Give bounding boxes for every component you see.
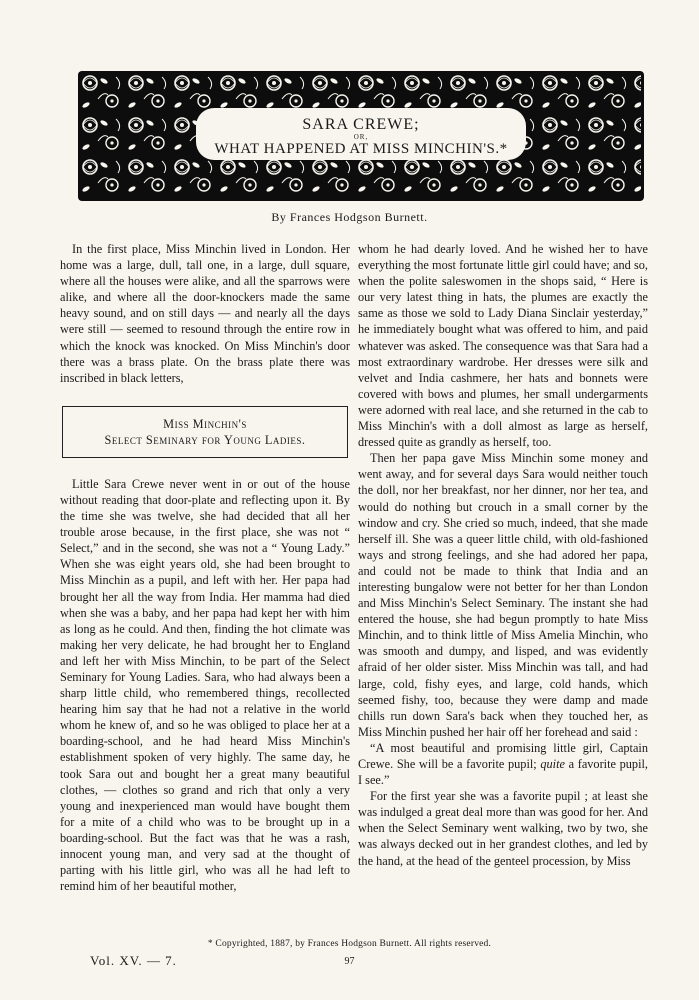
title-or: OR, — [353, 133, 369, 141]
article-subtitle: WHAT HAPPENED AT MISS MINCHIN'S.* — [214, 141, 508, 157]
paragraph: In the first place, Miss Minchin lived in London. Her home was a large, dull, tall one, in a large, dull square, where all the houses were alike, and all the sparrows were alike, and where all the door-knockers made the same heavy sound, and on still days — and nearly all the days were still — seemed to resound through the entire row in which the knock was knocked. On Miss Minchin's door there was a brass plate. On the brass plate there was inscribed in black letters, — [60, 242, 350, 385]
left-column — [60, 241, 350, 894]
decorative-floral-banner — [78, 71, 644, 201]
article-title: SARA CREWE; — [302, 116, 420, 133]
paragraph-quote — [358, 740, 648, 788]
brass-plate-inscription — [62, 406, 348, 458]
quote-text: a favorite pupil, I see.” — [358, 757, 648, 788]
author-byline: By Frances Hodgson Burnett. — [271, 210, 428, 224]
copyright-footnote: * Copyrighted, 1887, by Frances Hodgson Burnett. All rights reserved. — [207, 939, 492, 949]
page-number: 97 — [344, 956, 355, 967]
paragraph: For the first year she was a favorite pupil ; at least she was indulged a great deal more than was good for her. And when the Select Seminary went walking, two by two, she was always decked out in her grandest clothes, and led by the hand, at the head of the genteel procession, by Miss — [358, 789, 648, 868]
paragraph: Then her papa gave Miss Minchin some money and went away, and for several days Sara would neither touch the doll, nor her breakfast, nor her dinner, nor her tea, and would do nothing but crouch in a small corner by the window and cry. She cried so much, indeed, that she made herself ill. She was a queer little child, with old-fashioned ways and strong feelings, and she had adored her papa, and could not be made to think that India and an interesting bungalow were not better for her than London and Miss Minchin's Select Seminary. The instant she had entered the house, she had begun promptly to hate Miss Minchin, and to think little of Miss Amelia Minchin, who was smooth and dumpy, and lisped, and was evidently afraid of her older sister. Miss Minchin was tall, and had large, cold, fishy eyes, and large, cold hands, which seemed fishy, too, because they were damp and made chills run down Sara's back when they touched her, as Miss Minchin pushed her hair off her forehead and said : — [358, 451, 648, 739]
title-panel — [196, 108, 526, 160]
quote-text: “A most beautiful and promising little girl, Captain Crewe. She will be a favorite pupil; — [358, 740, 648, 771]
paragraph: Little Sara Crewe never went in or out of the house without reading that door-plate and reflecting upon it. By the time she was twelve, she had decided that all her trouble arose because, in the first place, she was not “ Select,” and in the second, she was not a “ Young Lady.” When she was eight years old, she had been brought to Miss Minchin as a pupil, and left with her. Her papa had brought her all the way from India. Her mamma had died when she was a baby, and her papa had kept her with him as long as he could. And then, finding the hot climate was making her very delicate, he had brought her to England and left her with Miss Minchin, to be part of the Select Seminary for Young Ladies. Sara, who had always been a sharp little child, who remembered things, recollected hearing him say that he had not a relative in the world whom he knew of, and so he was obliged to place her at a boarding-school, and he had heard Miss Minchin's establishment spoken of very highly. The same day, he took Sara out and bought her a great many beautiful clothes, — clothes so grand and rich that only a very young and inexperienced man would have bought them for a mite of a child who was to be brought up in a boarding-school. But the fact was that he was a rash, innocent young man, and very sad at the thought of parting with his little girl, who was all he had left to remind him of her beautiful mother, — [60, 476, 350, 894]
right-column — [358, 241, 648, 869]
paragraph: whom he had dearly loved. And he wished her to have everything the most fortunate little girl could have; and so, when the polite saleswomen in the shops said, “ Here is our very latest thing in hats, the plumes are exactly the same as those we sold to Lady Diana Sinclair yesterday,” he immediately bought what was offered to him, and paid whatever was asked. The consequence was that Sara had a most extraordinary wardrobe. Her dresses were silk and velvet and India cashmere, her hats and bonnets were covered with bows and plumes, her small undergarments were adorned with real lace, and she returned in the cab to Miss Minchin's with a doll almost as large as herself, dressed quite as grandly as herself, too. — [358, 242, 648, 450]
plate-line: Select Seminary for Young Ladies. — [104, 432, 306, 447]
plate-line: Miss Minchin's — [163, 416, 247, 431]
volume-label: Vol. XV. — 7. — [90, 953, 177, 968]
quote-emphasis: quite — [540, 757, 565, 771]
